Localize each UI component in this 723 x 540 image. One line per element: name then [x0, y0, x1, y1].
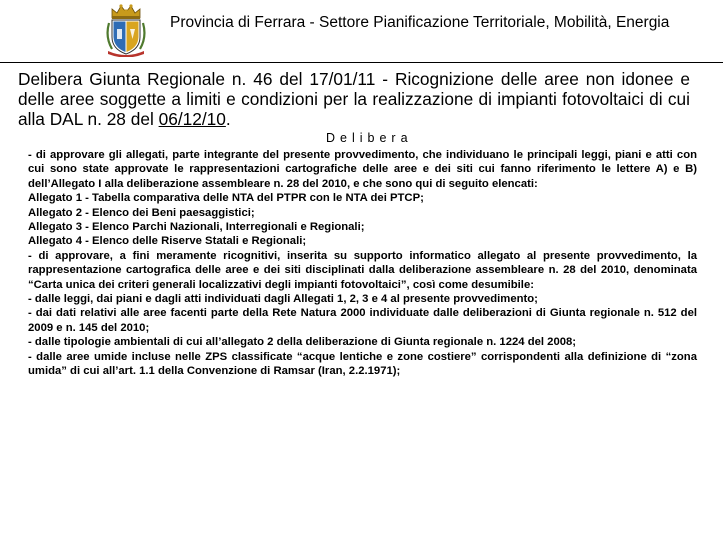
header-title: Provincia di Ferrara - Settore Pianificazione Territoriale, Mobilità, Energia	[170, 14, 670, 31]
list-item-allegato-1: Allegato 1 - Tabella comparativa delle NTA del PTPR con le NTA dei PTCP;	[28, 192, 424, 205]
list-item-natura-2000: - dai dati relativi alle aree facenti parte della Rete Natura 2000 individuate dalle deliberazioni di Giunta regionale n. 512 del 2009 e n. 145 del 2010;	[28, 307, 697, 334]
list-item-wetlands-ramsar: - dalle aree umide incluse nelle ZPS classificate “acque lentiche e zone costiere” corrispondenti alla definizione di “zona umida” di cui all’art. 1.1 della Convenzione di Ramsar (Iran, 2.2.1971);	[28, 350, 697, 378]
list-item-environmental-types: - dalle tipologie ambientali di cui all’allegato 2 della deliberazione di Giunta regionale n. 1224 del 2008;	[28, 336, 577, 349]
slide-title	[18, 69, 690, 129]
paragraph-approve-attachments: - di approvare gli allegati, parte integrante del presente provvedimento, che individuano le principali leggi, piani e atti con cui sono state approvate le rappresentazioni cartografiche delle aree e dei siti cui fanno riferimento le lettere A) e B) dell’Allegato I alla deliberazione assembleare n. 28 del 2010, e che sono qui di seguito elencati:	[28, 149, 697, 190]
header-divider	[0, 62, 723, 63]
delibera-subheading: Delibera	[326, 131, 413, 145]
list-item-allegato-3: Allegato 3 - Elenco Parchi Nazionali, Interregionali e Regionali;	[28, 221, 365, 234]
list-item-allegato-4: Allegato 4 - Elenco delle Riserve Statali e Regionali;	[28, 235, 307, 248]
paragraph-approve-cartography: - di approvare, a fini meramente ricognitivi, inserita su supporto informatico allegato al presente provvedimento, la rappresentazione cartografica delle aree e dei siti disciplinati dalla deliberazione assembleare n. 28 del 2010, denominata “Carta unica dei criteri generali localizzativi degli impianti fotovoltaici”, così come desumibile:	[28, 249, 697, 291]
slide-title-period: .	[225, 109, 231, 129]
list-item-laws-plans: - dalle leggi, dai piani e dagli atti individuati dagli Allegati 1, 2, 3 e 4 al presente provvedimento;	[28, 293, 538, 306]
slide-title-date: 06/12/10	[158, 109, 226, 129]
deliberation-body	[28, 148, 697, 379]
province-coat-of-arms-logo	[104, 3, 148, 57]
slide-title-text: Delibera Giunta Regionale n. 46 del 17/01/11 - Ricognizione delle aree non idonee e delle aree soggette a limiti e condizioni per la realizzazione di impianti fotovoltaici di cui alla DAL n. 28 del	[18, 69, 690, 129]
list-item-allegato-2: Allegato 2 - Elenco dei Beni paesaggistici;	[28, 206, 255, 219]
